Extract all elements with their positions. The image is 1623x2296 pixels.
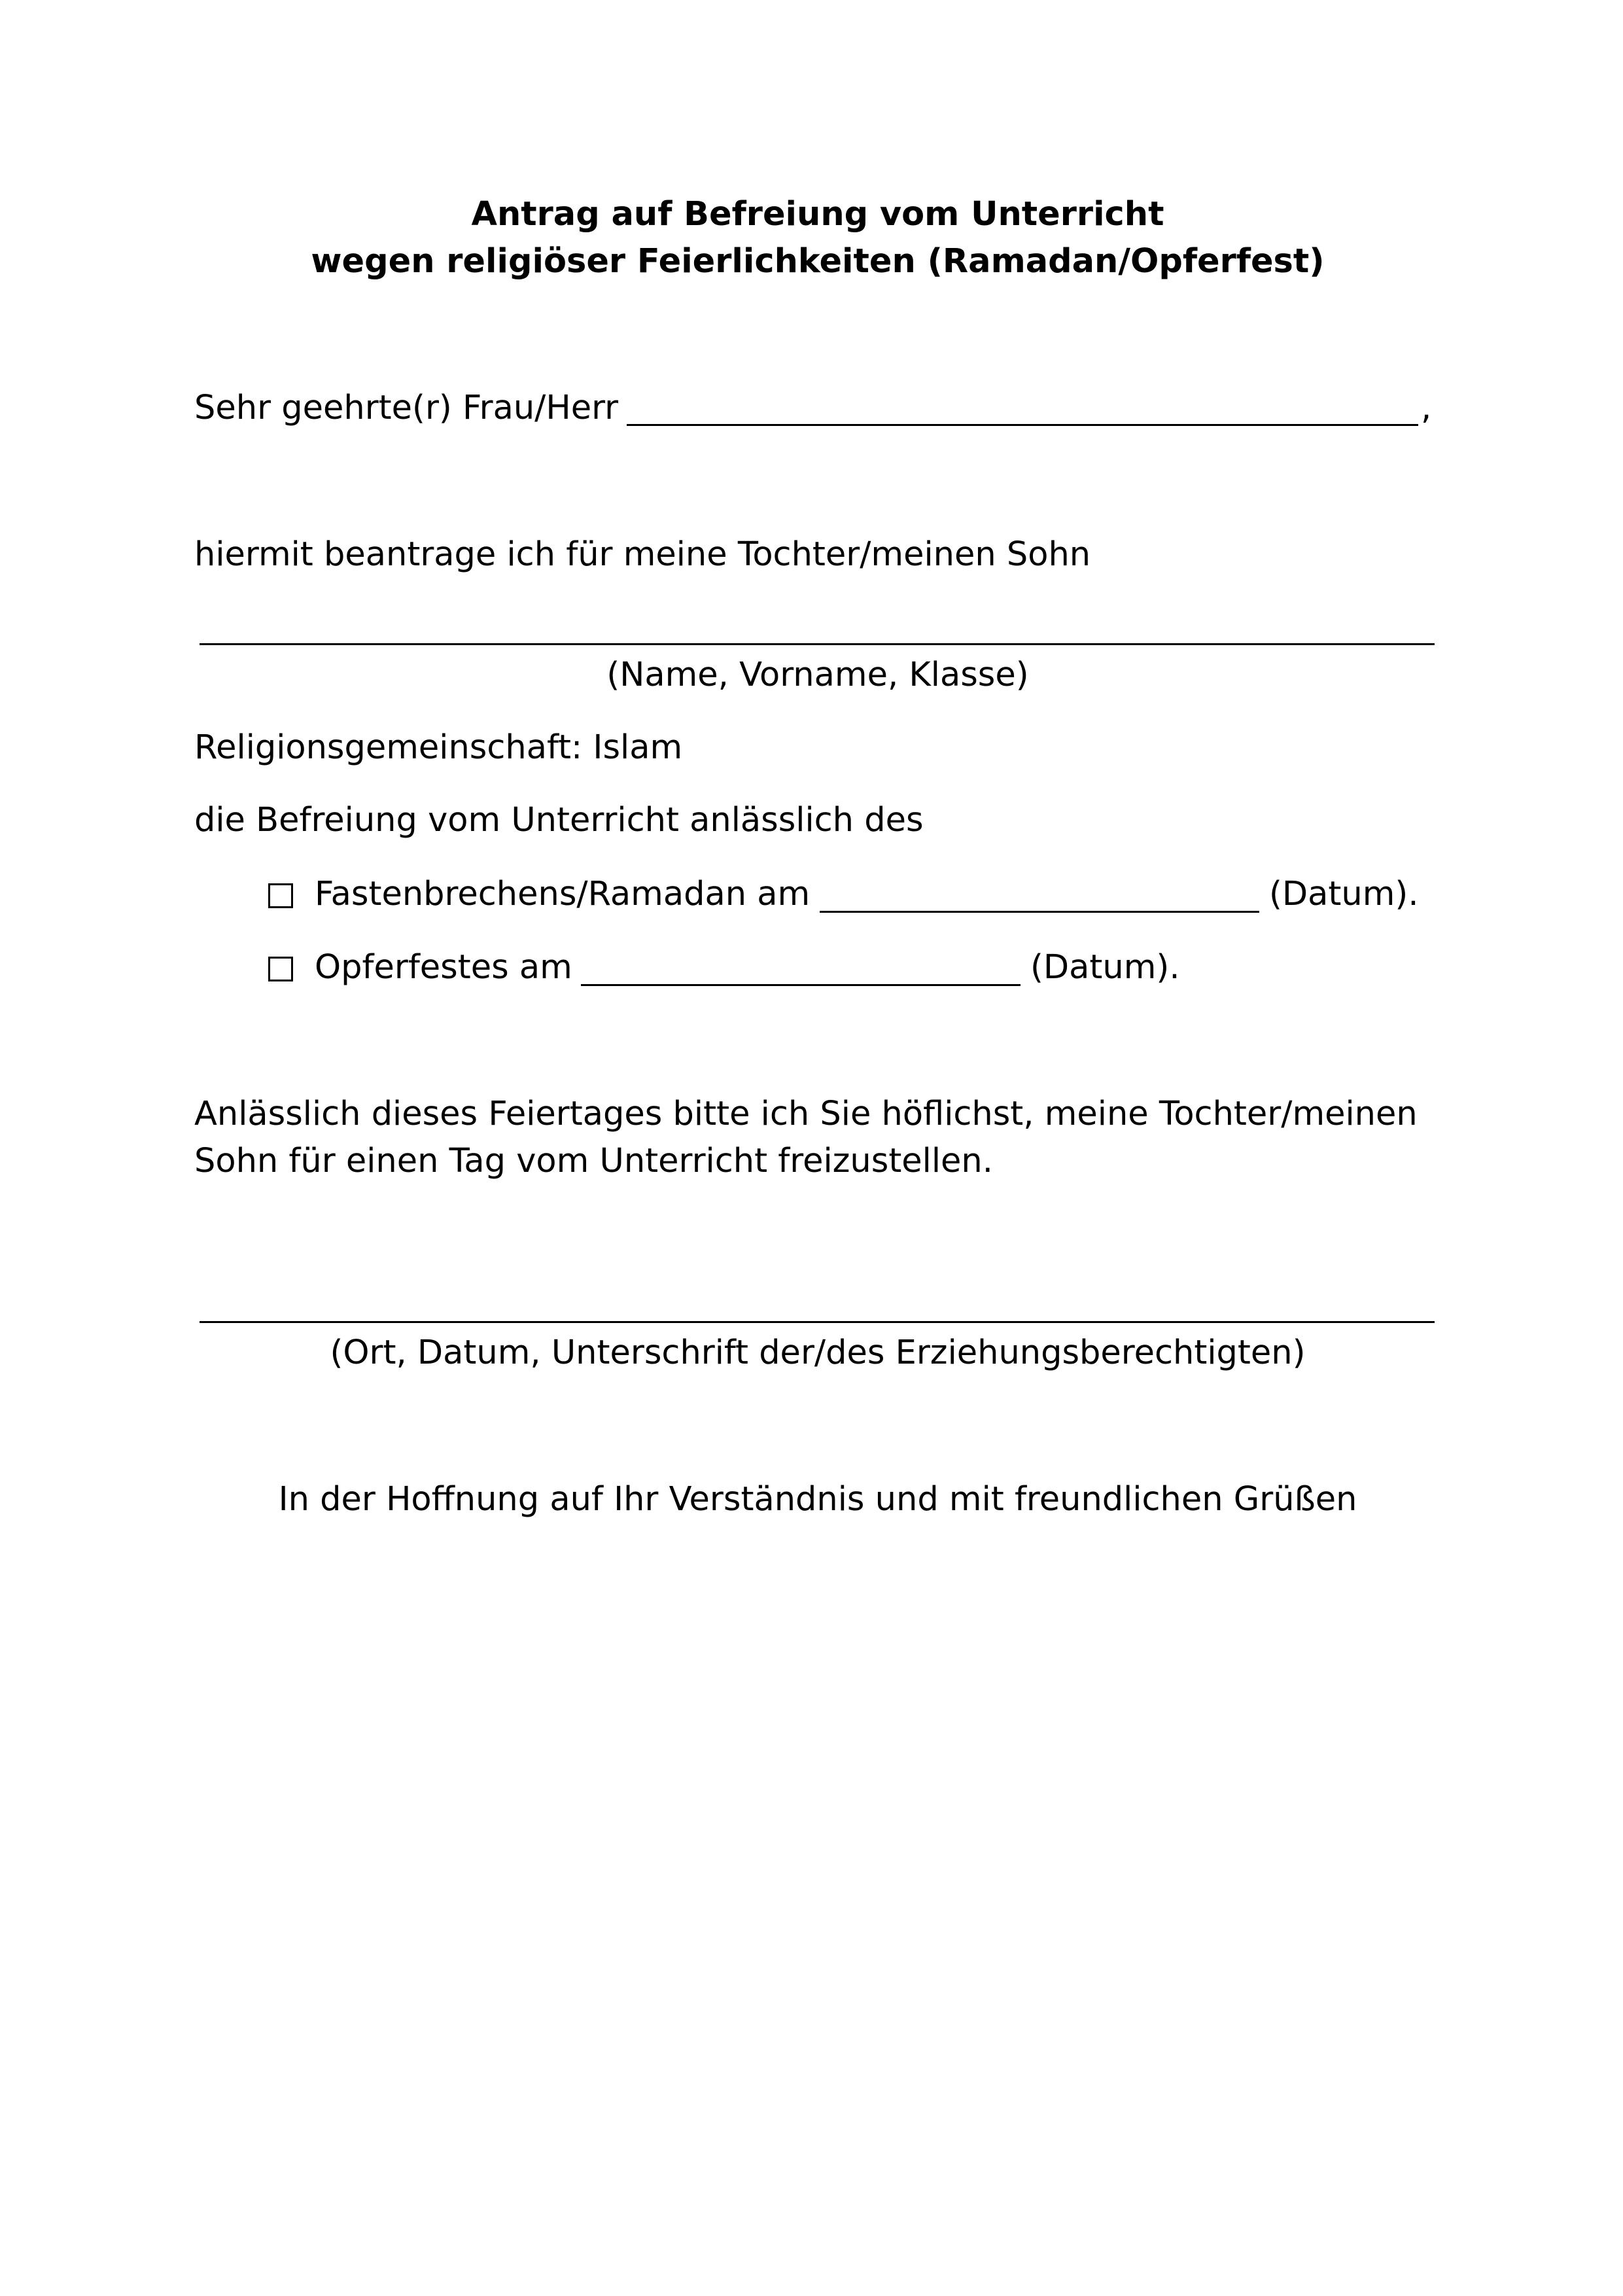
ramadan-label: Fastenbrechens/Ramadan am xyxy=(315,875,811,913)
title-line-1: Antrag auf Befreiung vom Unterricht xyxy=(471,195,1164,234)
recipient-name-field[interactable] xyxy=(627,424,1418,426)
name-caption: (Name, Vorname, Klasse) xyxy=(606,656,1029,694)
request-line-2: Sohn für einen Tag vom Unterricht freizustellen. xyxy=(194,1142,993,1180)
opferfest-label: Opferfestes am xyxy=(315,948,572,987)
ramadan-checkbox[interactable] xyxy=(268,883,293,908)
closing-text: In der Hoffnung auf Ihr Verständnis und mit freundlichen Grüßen xyxy=(278,1480,1357,1519)
request-line-1: Anlässlich dieses Feiertages bitte ich Sie höflichst, meine Tochter/meinen xyxy=(194,1095,1418,1133)
salutation-comma: , xyxy=(1421,389,1432,427)
student-name-field[interactable] xyxy=(200,643,1435,645)
reason-intro-text: die Befreiung vom Unterricht anlässlich des xyxy=(194,801,924,839)
opferfest-date-field[interactable] xyxy=(581,984,1021,986)
salutation xyxy=(194,385,618,432)
title-line-2: wegen religiöser Feierlichkeiten (Ramadan/Opferfest) xyxy=(311,242,1325,281)
signature-field[interactable] xyxy=(200,1321,1435,1323)
opferfest-date-suffix: (Datum). xyxy=(1030,948,1180,987)
opferfest-checkbox[interactable] xyxy=(268,957,293,981)
intro-text: hiermit beantrage ich für meine Tochter/meinen Sohn xyxy=(194,535,1091,574)
signature-caption: (Ort, Datum, Unterschrift der/des Erziehungsberechtigten) xyxy=(330,1333,1306,1372)
religion-text: Religionsgemeinschaft: Islam xyxy=(194,728,683,767)
ramadan-date-field[interactable] xyxy=(820,911,1259,913)
ramadan-date-suffix: (Datum). xyxy=(1269,875,1419,913)
salutation-text: Sehr geehrte(r) Frau/Herr xyxy=(194,389,619,427)
